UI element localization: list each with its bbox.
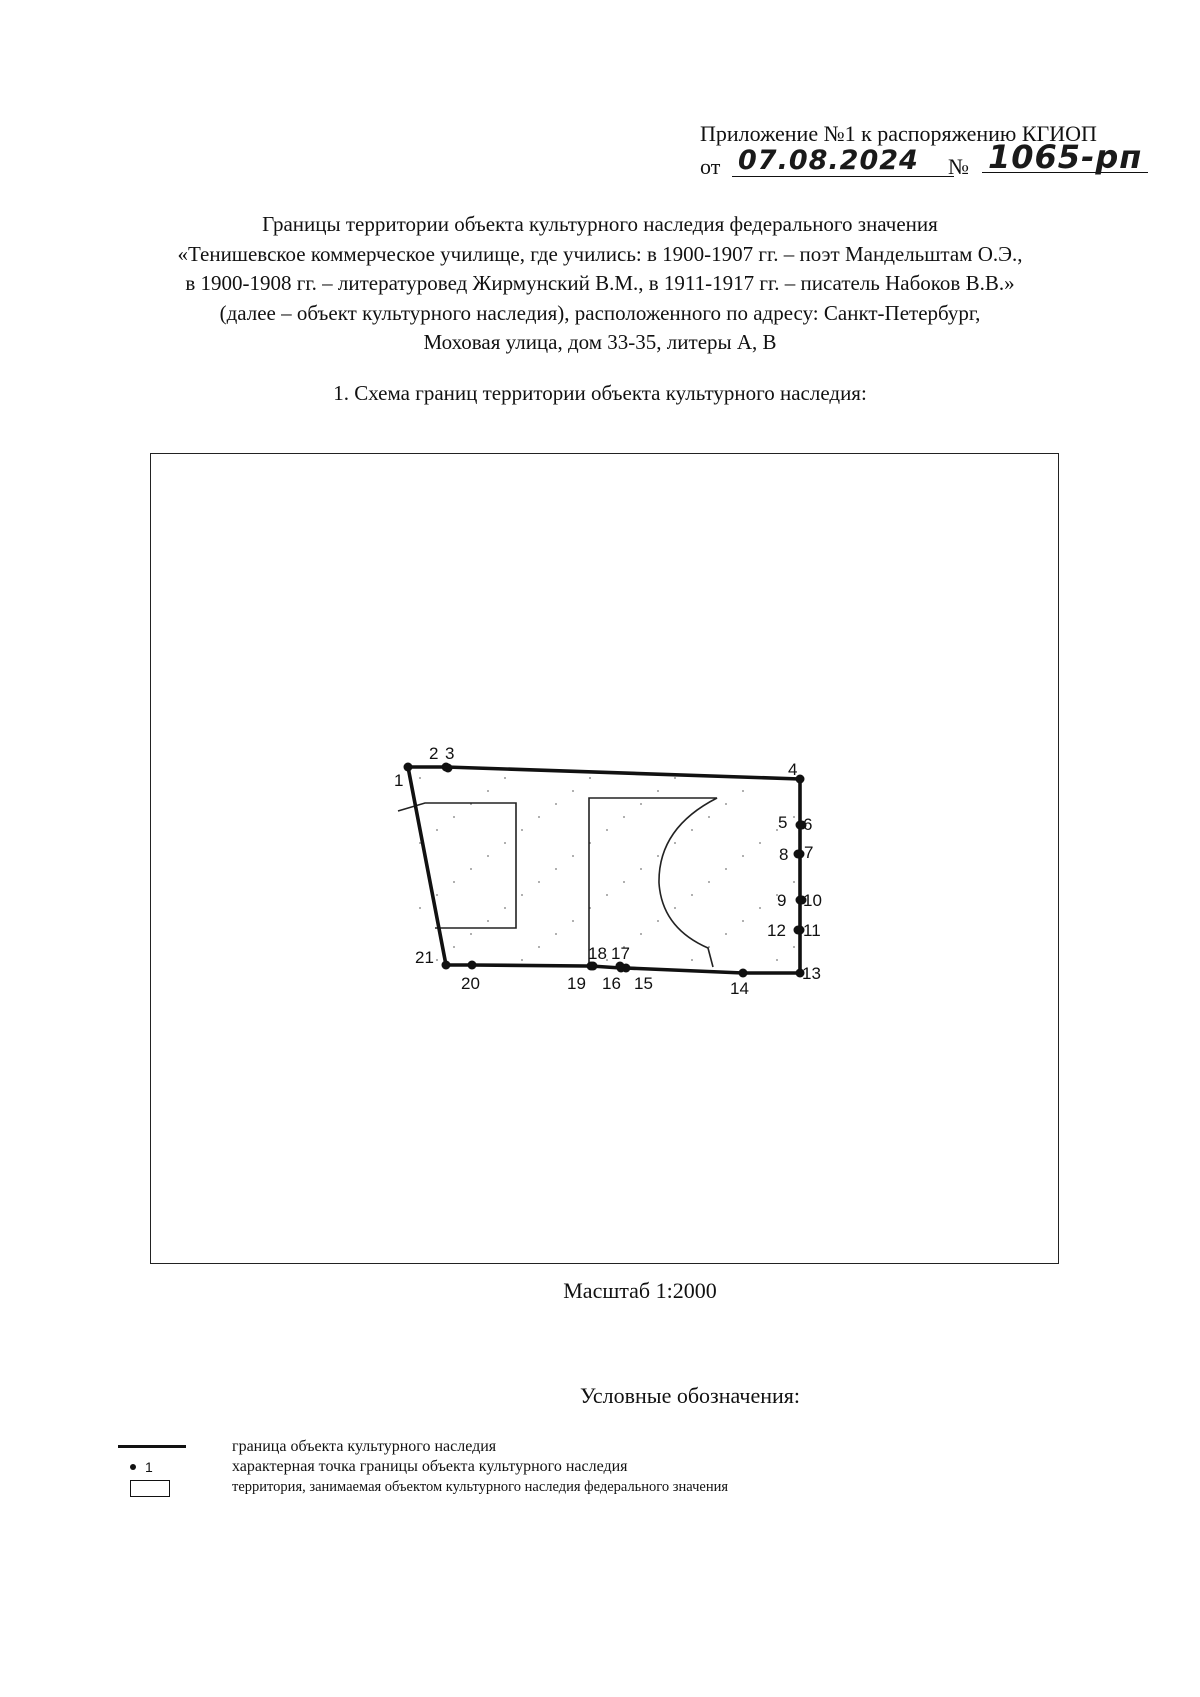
legend-text: граница объекта культурного наследия — [232, 1438, 497, 1455]
stipple-dot — [572, 920, 574, 922]
stipple-dot — [555, 803, 557, 805]
boundary-point-20 — [468, 961, 477, 970]
stipple-dot — [674, 907, 676, 909]
stipple-dot — [725, 868, 727, 870]
point-label-2: 2 — [429, 744, 439, 763]
stipple-dot — [470, 933, 472, 935]
stipple-dot — [674, 842, 676, 844]
stipple-dot — [487, 790, 489, 792]
point-label-4: 4 — [788, 760, 798, 779]
point-label-7: 7 — [804, 843, 814, 862]
boundary-point-1 — [404, 763, 413, 772]
point-label-14: 14 — [730, 979, 749, 998]
stipple-dot — [419, 907, 421, 909]
stipple-dot — [521, 829, 523, 831]
stipple-dot — [504, 777, 506, 779]
legend-item-point — [116, 1457, 1016, 1477]
point-label-9: 9 — [777, 891, 787, 910]
stipple-dot — [793, 881, 795, 883]
stipple-dot — [606, 829, 608, 831]
legend-symbol — [116, 1477, 188, 1497]
building-outline-central — [589, 798, 717, 967]
stipple-dot — [555, 868, 557, 870]
point-label-12: 12 — [767, 921, 786, 940]
from-label: от — [700, 154, 721, 179]
order-number: 1065-рп — [982, 142, 1148, 173]
point-label-18: 18 — [588, 944, 607, 963]
point-label-20: 20 — [461, 974, 480, 993]
stipple-dot — [436, 894, 438, 896]
point-label-6: 6 — [803, 815, 813, 834]
point-label-15: 15 — [634, 974, 653, 993]
point-label-21: 21 — [415, 948, 434, 967]
section-heading: 1. Схема границ территории объекта культурного наследия: — [333, 381, 867, 405]
legend-text: характерная точка границы объекта культурного наследия — [232, 1458, 628, 1475]
boundary-point-labels — [394, 744, 822, 998]
number-label: № — [948, 154, 969, 179]
boundary-point-14 — [739, 969, 748, 978]
stipple-dot — [623, 881, 625, 883]
legend-title: Условные обозначения: — [579, 1383, 801, 1408]
title-line: в 1900-1908 гг. – литературовед Жирмунский В.М., в 1911-1917 гг. – писатель Набоков В.В.» — [185, 271, 1015, 295]
point-label-13: 13 — [802, 964, 821, 983]
legend-item-boundary — [116, 1437, 1016, 1457]
map-scale: Масштаб 1:2000 — [563, 1278, 717, 1303]
boundary-line-symbol — [118, 1445, 186, 1448]
document-title — [100, 210, 1100, 358]
stipple-dot — [793, 946, 795, 948]
stipple-dot — [742, 920, 744, 922]
stipple-dot — [657, 790, 659, 792]
stipple-dot — [453, 881, 455, 883]
point-label-3: 3 — [445, 744, 455, 763]
appendix-reference: Приложение №1 к распоряжению КГИОП — [700, 121, 1097, 146]
point-label-11: 11 — [803, 921, 821, 940]
stipple-dot — [674, 777, 676, 779]
stipple-dot — [742, 855, 744, 857]
building-outline-west — [398, 803, 516, 928]
stipple-dot — [419, 777, 421, 779]
stipple-dot — [759, 907, 761, 909]
point-label-19: 19 — [567, 974, 586, 993]
legend-text: территория, занимаемая объектом культурного наследия федерального значения — [232, 1479, 729, 1495]
stipple-dot — [538, 946, 540, 948]
point-symbol — [130, 1464, 136, 1470]
stipple-dot — [640, 803, 642, 805]
stipple-dot — [572, 855, 574, 857]
legend-symbol — [116, 1457, 188, 1477]
stipple-dot — [538, 881, 540, 883]
stipple-dot — [708, 881, 710, 883]
title-line: Моховая улица, дом 33-35, литеры А, В — [423, 330, 777, 354]
stipple-dot — [640, 933, 642, 935]
stipple-dot — [470, 868, 472, 870]
point-label-1: 1 — [394, 771, 404, 790]
title-line: (далее – объект культурного наследия), расположенного по адресу: Санкт-Петербург, — [219, 300, 981, 325]
boundary-point-21 — [442, 961, 451, 970]
stipple-dot — [436, 959, 438, 961]
stipple-dot — [640, 868, 642, 870]
stipple-dot — [538, 816, 540, 818]
stipple-dot — [504, 842, 506, 844]
stipple-dot — [419, 842, 421, 844]
stipple-dot — [589, 777, 591, 779]
stipple-dot — [606, 894, 608, 896]
stipple-dot — [657, 855, 659, 857]
stipple-dot — [521, 959, 523, 961]
order-date: 07.08.2024 — [732, 146, 954, 177]
order-date-number — [700, 138, 1160, 184]
stipple-dot — [708, 816, 710, 818]
header — [700, 120, 1160, 184]
stipple-dot — [691, 894, 693, 896]
stipple-dot — [725, 803, 727, 805]
point-label-16: 16 — [602, 974, 621, 993]
point-symbol-label: 1 — [145, 1459, 153, 1475]
title-line: Границы территории объекта культурного наследия федерального значения — [262, 212, 938, 236]
point-label-17: 17 — [611, 944, 630, 963]
stipple-dot — [691, 959, 693, 961]
point-label-10: 10 — [803, 891, 822, 910]
stipple-dot — [776, 959, 778, 961]
point-label-5: 5 — [778, 813, 788, 832]
stipple-dot — [657, 920, 659, 922]
stipple-dot — [742, 790, 744, 792]
stipple-dot — [691, 829, 693, 831]
stipple-dot — [623, 816, 625, 818]
stipple-dot — [572, 790, 574, 792]
boundary-map — [150, 453, 1059, 1264]
area-rectangle-symbol — [130, 1480, 170, 1497]
legend-item-area — [116, 1477, 1016, 1497]
stipple-dot — [453, 946, 455, 948]
stipple-dot — [487, 855, 489, 857]
stipple-dot — [793, 816, 795, 818]
stipple-dot — [725, 933, 727, 935]
territory-stipple — [419, 777, 795, 961]
stipple-dot — [436, 829, 438, 831]
stipple-dot — [521, 894, 523, 896]
boundary-point-3 — [444, 764, 453, 773]
stipple-dot — [759, 842, 761, 844]
point-label-8: 8 — [779, 845, 789, 864]
stipple-dot — [487, 920, 489, 922]
stipple-dot — [555, 933, 557, 935]
title-line: «Тенишевское коммерческое училище, где учились: в 1900-1907 гг. – поэт Мандельштам О.Э., — [177, 241, 1023, 266]
stipple-dot — [504, 907, 506, 909]
boundary-point-12 — [794, 926, 803, 935]
boundary-point-8 — [794, 850, 803, 859]
legend-symbol — [116, 1437, 188, 1457]
stipple-dot — [453, 816, 455, 818]
